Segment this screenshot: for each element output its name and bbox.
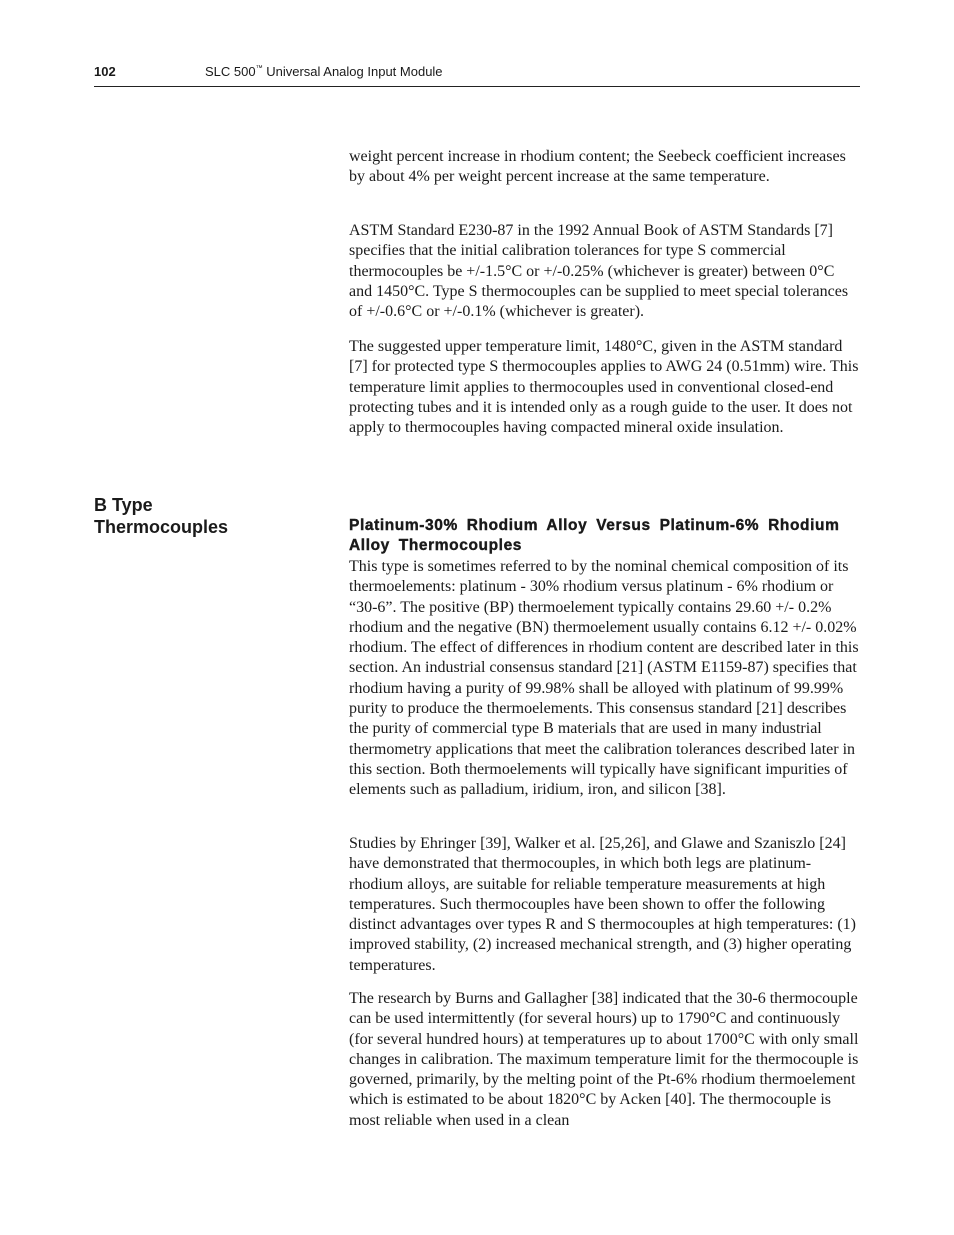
section-heading: Platinum-30% Rhodium Alloy Versus Platinum-6% Rhodium Alloy Thermocouples <box>349 517 840 554</box>
continuation-paragraph: weight percent increase in rhodium content; the Seebeck coefficient increases by about 4% per weight percent increase at the same temperature. <box>349 148 846 186</box>
trademark-symbol: ™ <box>255 65 263 72</box>
document-title-suffix: Universal Analog Input Module <box>262 64 443 79</box>
page-number: 102 <box>94 64 116 79</box>
page-header <box>94 62 860 87</box>
document-title <box>205 64 443 79</box>
body-paragraph: Studies by Ehringer [39], Walker et al. [25,26], and Glawe and Szaniszlo [24] have demonstrated that thermocouples, in which both legs are platinum-rhodium alloys, are suitable for reliable temperature measurements at high temperatures. Such thermocouples have been shown to offer the following distinct advantages over types R and S thermocouples at high temperatures: (1) improved stability, (2) increased mechanical strength, and (3) higher operating temperatures. <box>349 835 856 974</box>
side-heading-line: Thermocouples <box>94 517 229 537</box>
document-title-prefix: SLC 500 <box>205 64 256 79</box>
side-heading-line: B Type <box>94 495 153 515</box>
side-heading <box>94 494 228 538</box>
continuation-paragraph: The suggested upper temperature limit, 1480°C, given in the ASTM standard [7] for protected type S thermocouples applies to AWG 24 (0.51mm) wire. This temperature limit applies to thermocouples used in conventional closed-end protecting tubes and it is intended only as a rough guide to the user. It does not apply to thermocouples having compacted mineral oxide insulation. <box>349 338 859 437</box>
continuation-paragraph: ASTM Standard E230-87 in the 1992 Annual Book of ASTM Standards [7] specifies that the initial calibration tolerances for type S commercial thermocouples be +/-1.5°C or +/-0.25% (whichever is greater) between 0°C and 1450°C. Type S thermocouples can be supplied to meet special tolerances of +/-0.6°C or +/-0.1% (whichever is greater). <box>349 222 849 321</box>
body-paragraph: The research by Burns and Gallagher [38] indicated that the 30-6 thermocouple can be used intermittently (for several hours) up to 1790°C and continuously (for several hundred hours) at temperatures up to about 1700°C with only small changes in calibration. The maximum temperature limit for the thermocouple is governed, primarily, by the melting point of the Pt-6% rhodium thermoelement which is estimated to be about 1820°C by Acken [40]. The thermocouple is most reliable when used in a clean <box>349 990 859 1129</box>
body-paragraph: This type is sometimes referred to by the nominal chemical composition of its thermoelements: platinum - 30% rhodium versus platinum - 6% rhodium or “30-6”. The positive (BP) thermoelement typically contains 29.60 +/- 0.2% rhodium and the negative (BN) thermoelement usually contains 6.12 +/- 0.02% rhodium. The effect of differences in rhodium content are described later in this section. An industrial consensus standard [21] (ASTM E1159-87) specifies that rhodium having a purity of 99.98% shall be alloyed with platinum of 99.99% purity to produce the thermoelements. This consensus standard [21] describes the purity of commercial type B materials that are used in many industrial thermometry applications that meet the calibration tolerances described later in this section. Both thermoelements will typically have significant impurities of elements such as palladium, iridium, iron, and silicon [38]. <box>349 558 859 799</box>
